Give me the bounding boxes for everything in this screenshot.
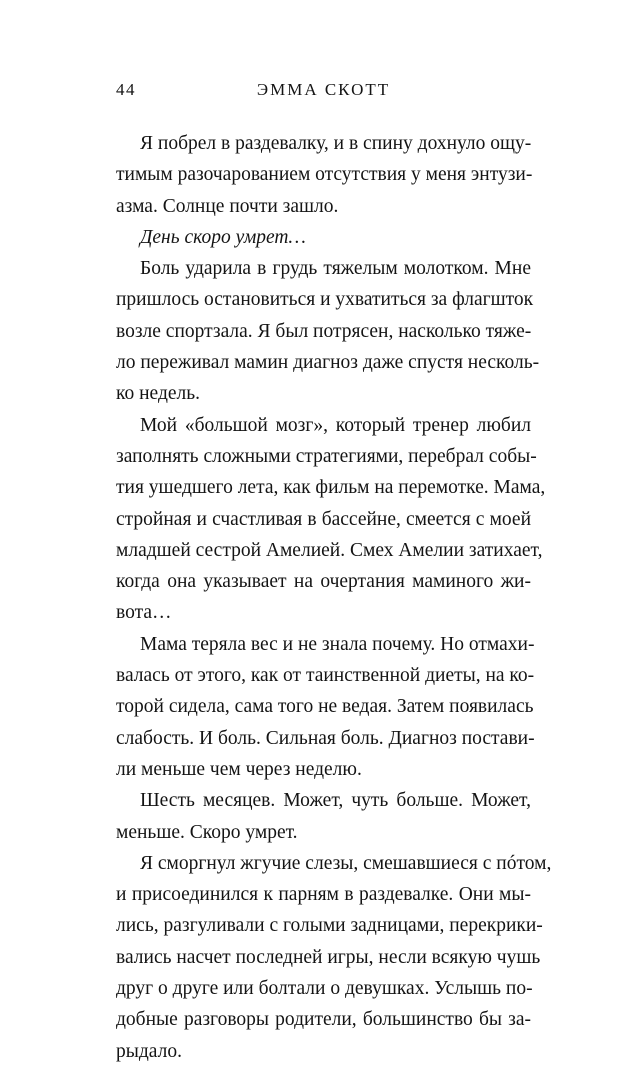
text-line: рыдало. — [116, 1040, 182, 1062]
text-line: Мама теряла вес и не знала почему. Но отмахи- — [140, 633, 535, 655]
text-line: друг о друге или болтали о девушках. Услышь по- — [116, 978, 533, 1000]
text-line: стройная и счастливая в бассейне, смеется с моей — [116, 508, 531, 530]
text-line: добные разговоры родители, большинство бы за- — [116, 1009, 531, 1031]
text-line: возле спортзала. Я был потрясен, насколько тяже- — [116, 320, 532, 342]
running-head: ЭММА СКОТТ — [256, 80, 391, 99]
text-line: вота… — [116, 602, 172, 624]
text-line: ло переживал мамин диагноз даже спустя несколь- — [116, 352, 540, 374]
text-line: азма. Солнце почти зашло. — [116, 195, 339, 217]
text-line: младшей сестрой Амелией. Смех Амелии затихает, — [116, 539, 543, 561]
body-text — [116, 128, 552, 1067]
text-line: заполнять сложными стратегиями, перебрал собы- — [116, 445, 537, 467]
text-line: слабость. И боль. Сильная боль. Диагноз постави- — [116, 727, 535, 749]
page-header — [116, 80, 531, 104]
text-line: пришлось остановиться и ухватиться за флагшток — [116, 289, 534, 311]
text-line: ко недель. — [116, 383, 201, 405]
text-line: меньше. Скоро умрет. — [116, 821, 298, 843]
text-line: Мой «большой мозг», который тренер любил — [140, 414, 531, 436]
text-line: День скоро умрет… — [140, 226, 306, 248]
text-line: когда она указывает на очертания маминого жи- — [116, 571, 531, 593]
text-line: Я сморгнул жгучие слезы, смешавшиеся с пóтом, — [140, 852, 552, 874]
text-line: Боль ударила в грудь тяжелым молотком. Мне — [140, 258, 531, 280]
text-line: Я побрел в раздевалку, и в спину дохнуло ощу- — [140, 133, 532, 154]
text-line: тия ушедшего лета, как фильм на перемотке. Мама, — [116, 477, 546, 499]
text-line: торой сидела, сама того не ведая. Затем появилась — [116, 696, 534, 718]
text-line: Шесть месяцев. Может, чуть больше. Может, — [140, 790, 531, 812]
text-line: и присоединился к парням в раздевалке. Они мы- — [116, 884, 531, 906]
text-line: тимым разочарованием отсутствия у меня энтузи- — [116, 164, 533, 186]
text-line: валась от этого, как от таинственной диеты, на ко- — [116, 665, 535, 687]
page-number: 44 — [116, 80, 136, 99]
text-line: ли меньше чем через неделю. — [116, 758, 362, 780]
text-line: вались насчет последней игры, несли всякую чушь — [116, 946, 541, 968]
text-line: лись, разгуливали с голыми задницами, перекрики- — [116, 915, 543, 937]
